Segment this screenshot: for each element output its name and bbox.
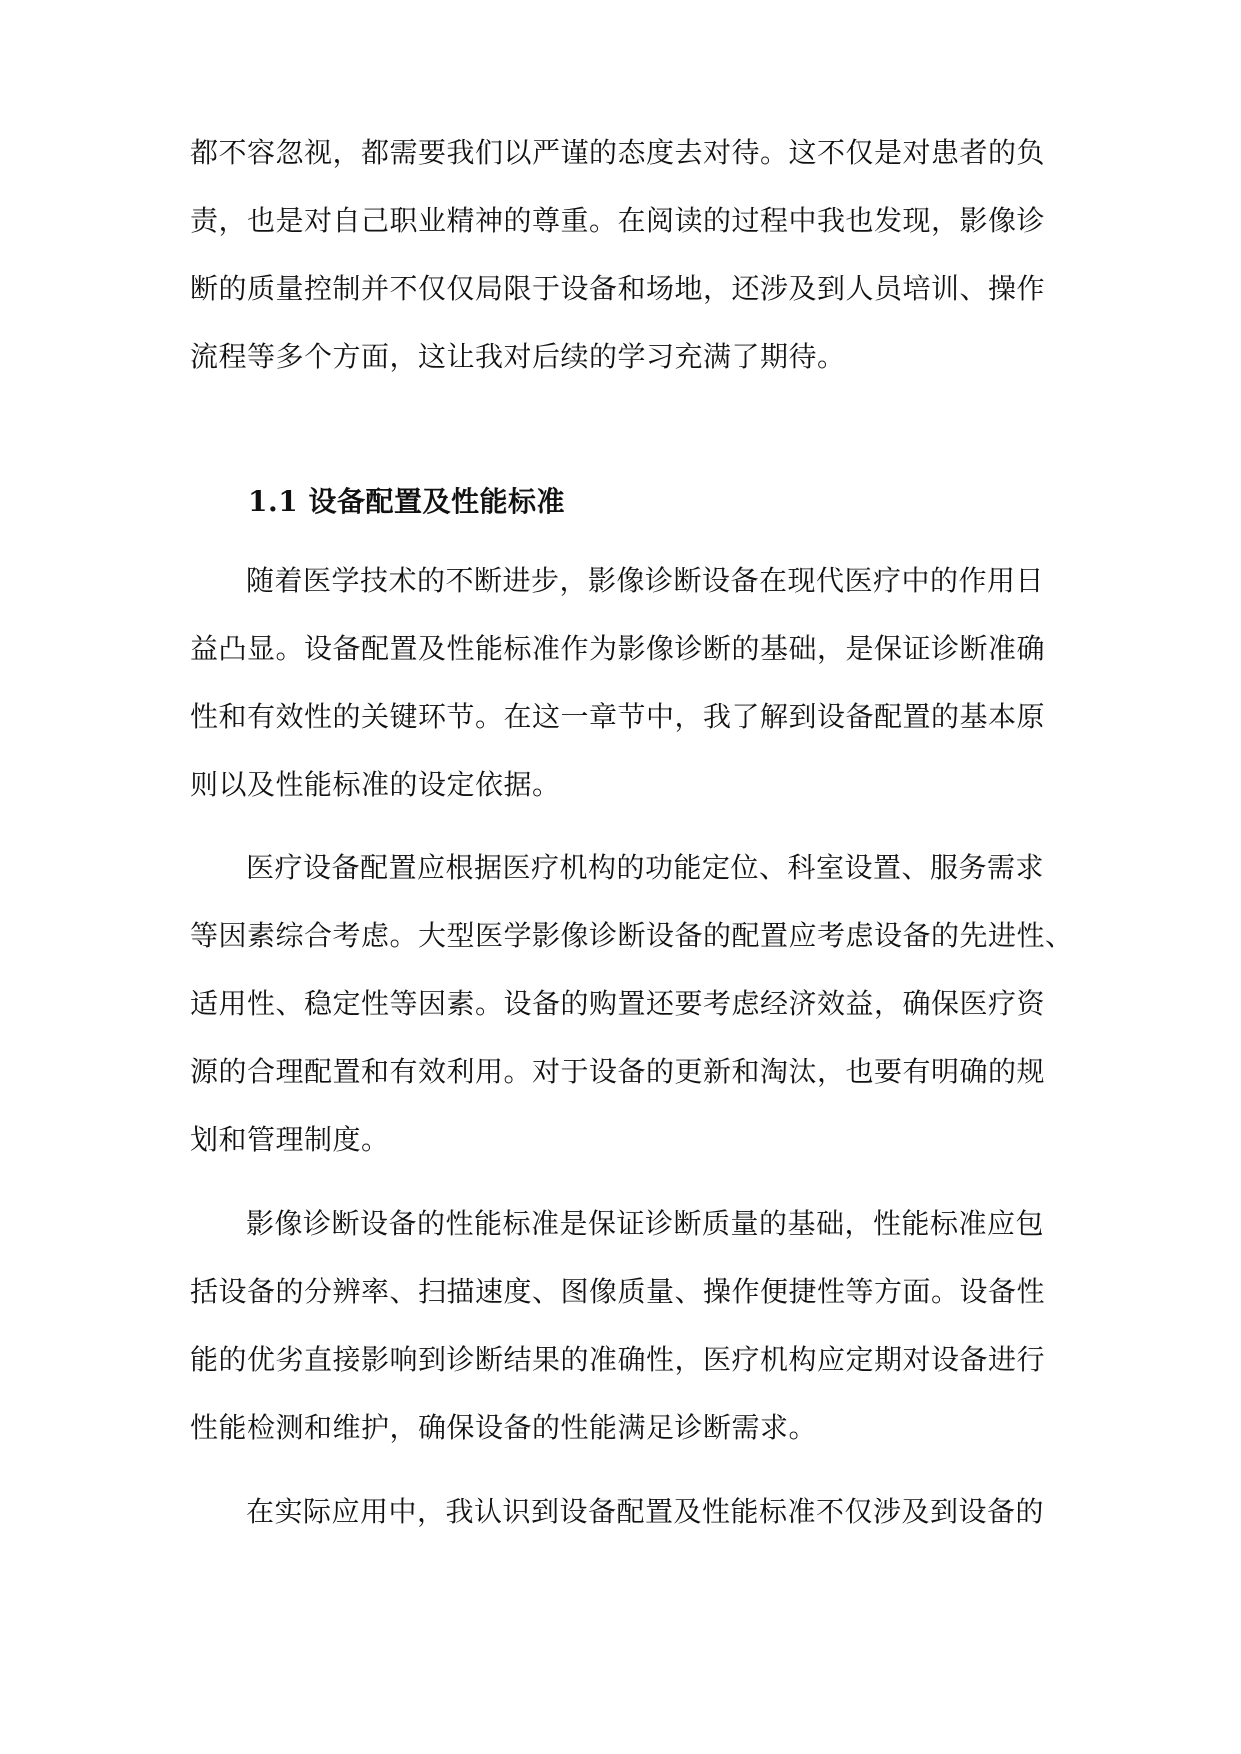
text-line: 性能检测和维护，确保设备的性能满足诊断需求。 (190, 1411, 818, 1444)
text-line: 括设备的分辨率、扫描速度、图像质量、操作便捷性等方面。设备性 (190, 1275, 1046, 1308)
text-line: 适用性、稳定性等因素。设备的购置还要考虑经济效益，确保医疗资 (190, 987, 1046, 1020)
text-line: 在实际应用中，我认识到设备配置及性能标准不仅涉及到设备的 (246, 1495, 1045, 1528)
text-line: 都不容忽视，都需要我们以严谨的态度去对待。这不仅是对患者的负 (190, 136, 1046, 169)
text-line: 能的优劣直接影响到诊断结果的准确性，医疗机构应定期对设备进行 (190, 1343, 1046, 1376)
text-line: 随着医学技术的不断进步，影像诊断设备在现代医疗中的作用日 (246, 564, 1045, 597)
text-line: 流程等多个方面，这让我对后续的学习充满了期待。 (190, 340, 846, 373)
text-line: 医疗设备配置应根据医疗机构的功能定位、科室设置、服务需求 (246, 851, 1045, 884)
text-line: 源的合理配置和有效利用。对于设备的更新和淘汰，也要有明确的规 (190, 1055, 1046, 1088)
text-line: 影像诊断设备的性能标准是保证诊断质量的基础，性能标准应包 (246, 1207, 1045, 1240)
section-heading: 1.1 设备配置及性能标准 (248, 485, 565, 518)
text-line: 性和有效性的关键环节。在这一章节中，我了解到设备配置的基本原 (190, 700, 1046, 733)
text-line: 等因素综合考虑。大型医学影像诊断设备的配置应考虑设备的先进性、 (190, 919, 1074, 952)
text-line: 益凸显。设备配置及性能标准作为影像诊断的基础，是保证诊断准确 (190, 632, 1046, 665)
text-line: 责，也是对自己职业精神的尊重。在阅读的过程中我也发现，影像诊 (190, 204, 1046, 237)
text-line: 划和管理制度。 (190, 1123, 390, 1156)
text-line: 断的质量控制并不仅仅局限于设备和场地，还涉及到人员培训、操作 (190, 272, 1046, 305)
text-line: 则以及性能标准的设定依据。 (190, 768, 561, 801)
